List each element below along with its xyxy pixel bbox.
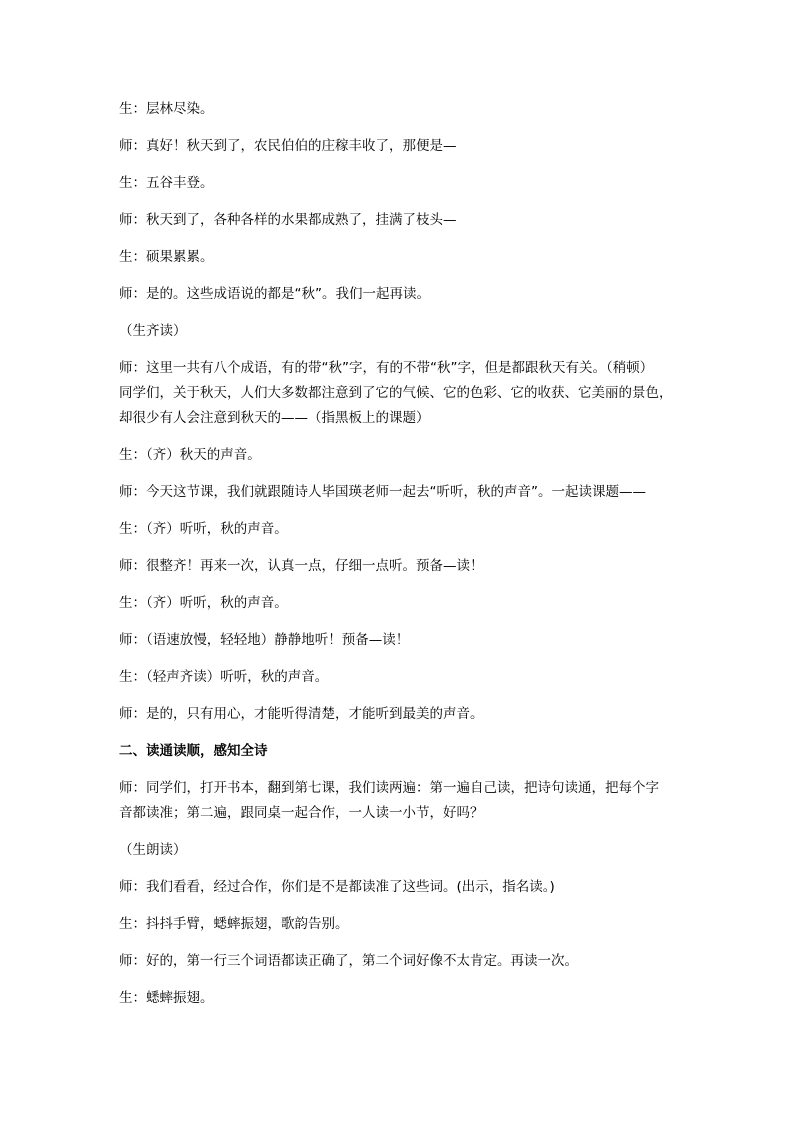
dialogue-line: 师：好的，第一行三个词语都读正确了，第二个词好像不太肯定。再读一次。	[119, 953, 578, 969]
dialogue-line: 师：是的。这些成语说的都是“秋”。我们一起再读。	[119, 286, 430, 302]
dialogue-line: 师：这里一共有八个成语，有的带“秋”字，有的不带“秋”字，但是都跟秋天有关。（稍顿）	[119, 360, 654, 376]
stage-direction: （生朗读）	[119, 842, 187, 858]
dialogue-line-continued: 却很少有人会注意到秋天的——（指黑板上的课题）	[119, 410, 430, 426]
dialogue-line: 师：我们看看，经过合作，你们是不是都读准了这些词。(出示，指名读。)	[119, 879, 555, 895]
dialogue-line: 生：（齐）秋天的声音。	[119, 447, 261, 463]
dialogue-line: 生：（齐）听听，秋的声音。	[119, 595, 288, 611]
dialogue-line: 师：秋天到了，各种各样的水果都成熟了，挂满了枝头—	[119, 212, 457, 228]
dialogue-line: 生：（轻声齐读）听听，秋的声音。	[119, 669, 329, 685]
dialogue-line: 生：层林尽染。	[119, 101, 214, 117]
dialogue-line: 生：蟋蟀振翅。	[119, 990, 214, 1006]
dialogue-line: 师：今天这节课，我们就跟随诗人毕国瑛老师一起去“听听，秋的声音”。一起读课题——	[119, 484, 646, 500]
dialogue-line-continued: 音都读准；第二遍，跟同桌一起合作，一人读一小节，好吗？	[119, 805, 484, 821]
dialogue-line: 师：真好！秋天到了，农民伯伯的庄稼丰收了，那便是—	[119, 138, 457, 154]
dialogue-line-continued: 同学们，关于秋天，人们大多数都注意到了它的气候、它的色彩、它的收获、它美丽的景色，	[119, 385, 673, 401]
dialogue-line: 生：（齐）听听，秋的声音。	[119, 521, 288, 537]
dialogue-line: 生：五谷丰登。	[119, 175, 214, 191]
dialogue-line: 师：（语速放慢，轻轻地）静静地听！预备—读！	[119, 632, 410, 648]
dialogue-line: 生：抖抖手臂，蟋蟀振翅，歌韵告别。	[119, 916, 349, 932]
dialogue-line: 师：很整齐！再来一次，认真一点，仔细一点听。预备—读！	[119, 558, 484, 574]
dialogue-line: 生：硕果累累。	[119, 249, 214, 265]
stage-direction: （生齐读）	[119, 323, 187, 339]
dialogue-line: 师：同学们，打开书本，翻到第七课，我们读两遍：第一遍自己读，把诗句读通，把每个字	[119, 780, 659, 796]
section-heading: 二、读通读顺，感知全诗	[119, 743, 268, 759]
dialogue-line: 师：是的，只有用心，才能听得清楚，才能听到最美的声音。	[119, 706, 484, 722]
